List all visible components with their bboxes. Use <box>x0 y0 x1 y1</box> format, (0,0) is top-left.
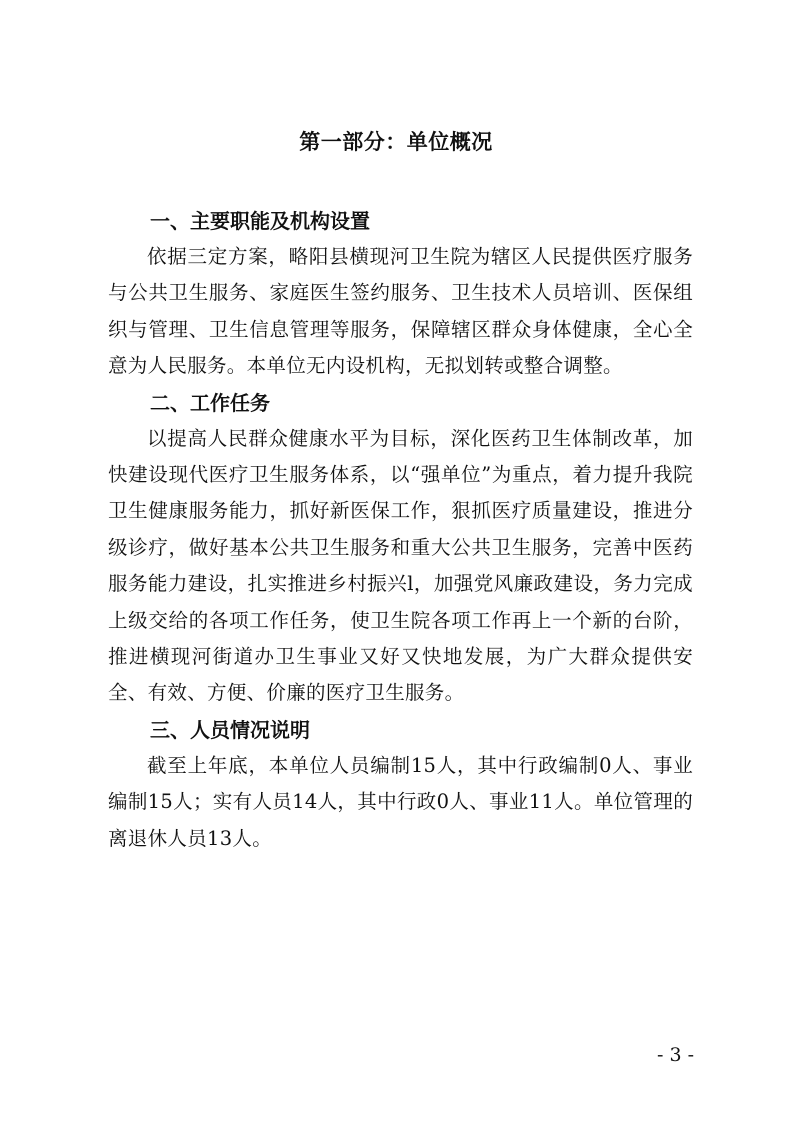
section-heading-functions: 一、主要职能及机构设置 <box>150 209 370 233</box>
document-body <box>108 203 693 857</box>
section-body-tasks: 以提高人民群众健康水平为目标，深化医药卫生体制改革，加快建设现代医疗卫生服务体系，以“强单位”为重点，着力提升我院卫生健康服务能力，抓好新医保工作，狠抓医疗质量建设，推进分级诊疗，做好基本公共卫生服务和重大公共卫生服务，完善中医药服务能力建设，扎实推进乡村振兴l，加强党风廉政建设，务力完成上级交给的各项工作任务，使卫生院各项工作再上一个新的台阶，推进横现河街道办卫生事业又好又快地发展，为广大群众提供安全、有效、方便、价廉的医疗卫生服务。 <box>108 426 693 705</box>
section-body-staffing: 截至上年底，本单位人员编制15人，其中行政编制0人、事业编制15人；实有人员14人，其中行政0人、事业11人。单位管理的离退休人员13人。 <box>108 753 693 850</box>
page-number: - 3 - <box>656 1044 694 1066</box>
page-title: 第一部分：单位概况 <box>299 130 493 154</box>
section-heading-staffing: 三、人员情况说明 <box>150 717 310 742</box>
section-heading-tasks: 二、工作任务 <box>150 390 270 415</box>
section-body-functions: 依据三定方案，略阳县横现河卫生院为辖区人民提供医疗服务与公共卫生服务、家庭医生签约服务、卫生技术人员培训、医保组织与管理、卫生信息管理等服务，保障辖区群众身体健康，全心全意为人民服务。本单位无内设机构，无拟划转或整合调整。 <box>108 245 693 378</box>
